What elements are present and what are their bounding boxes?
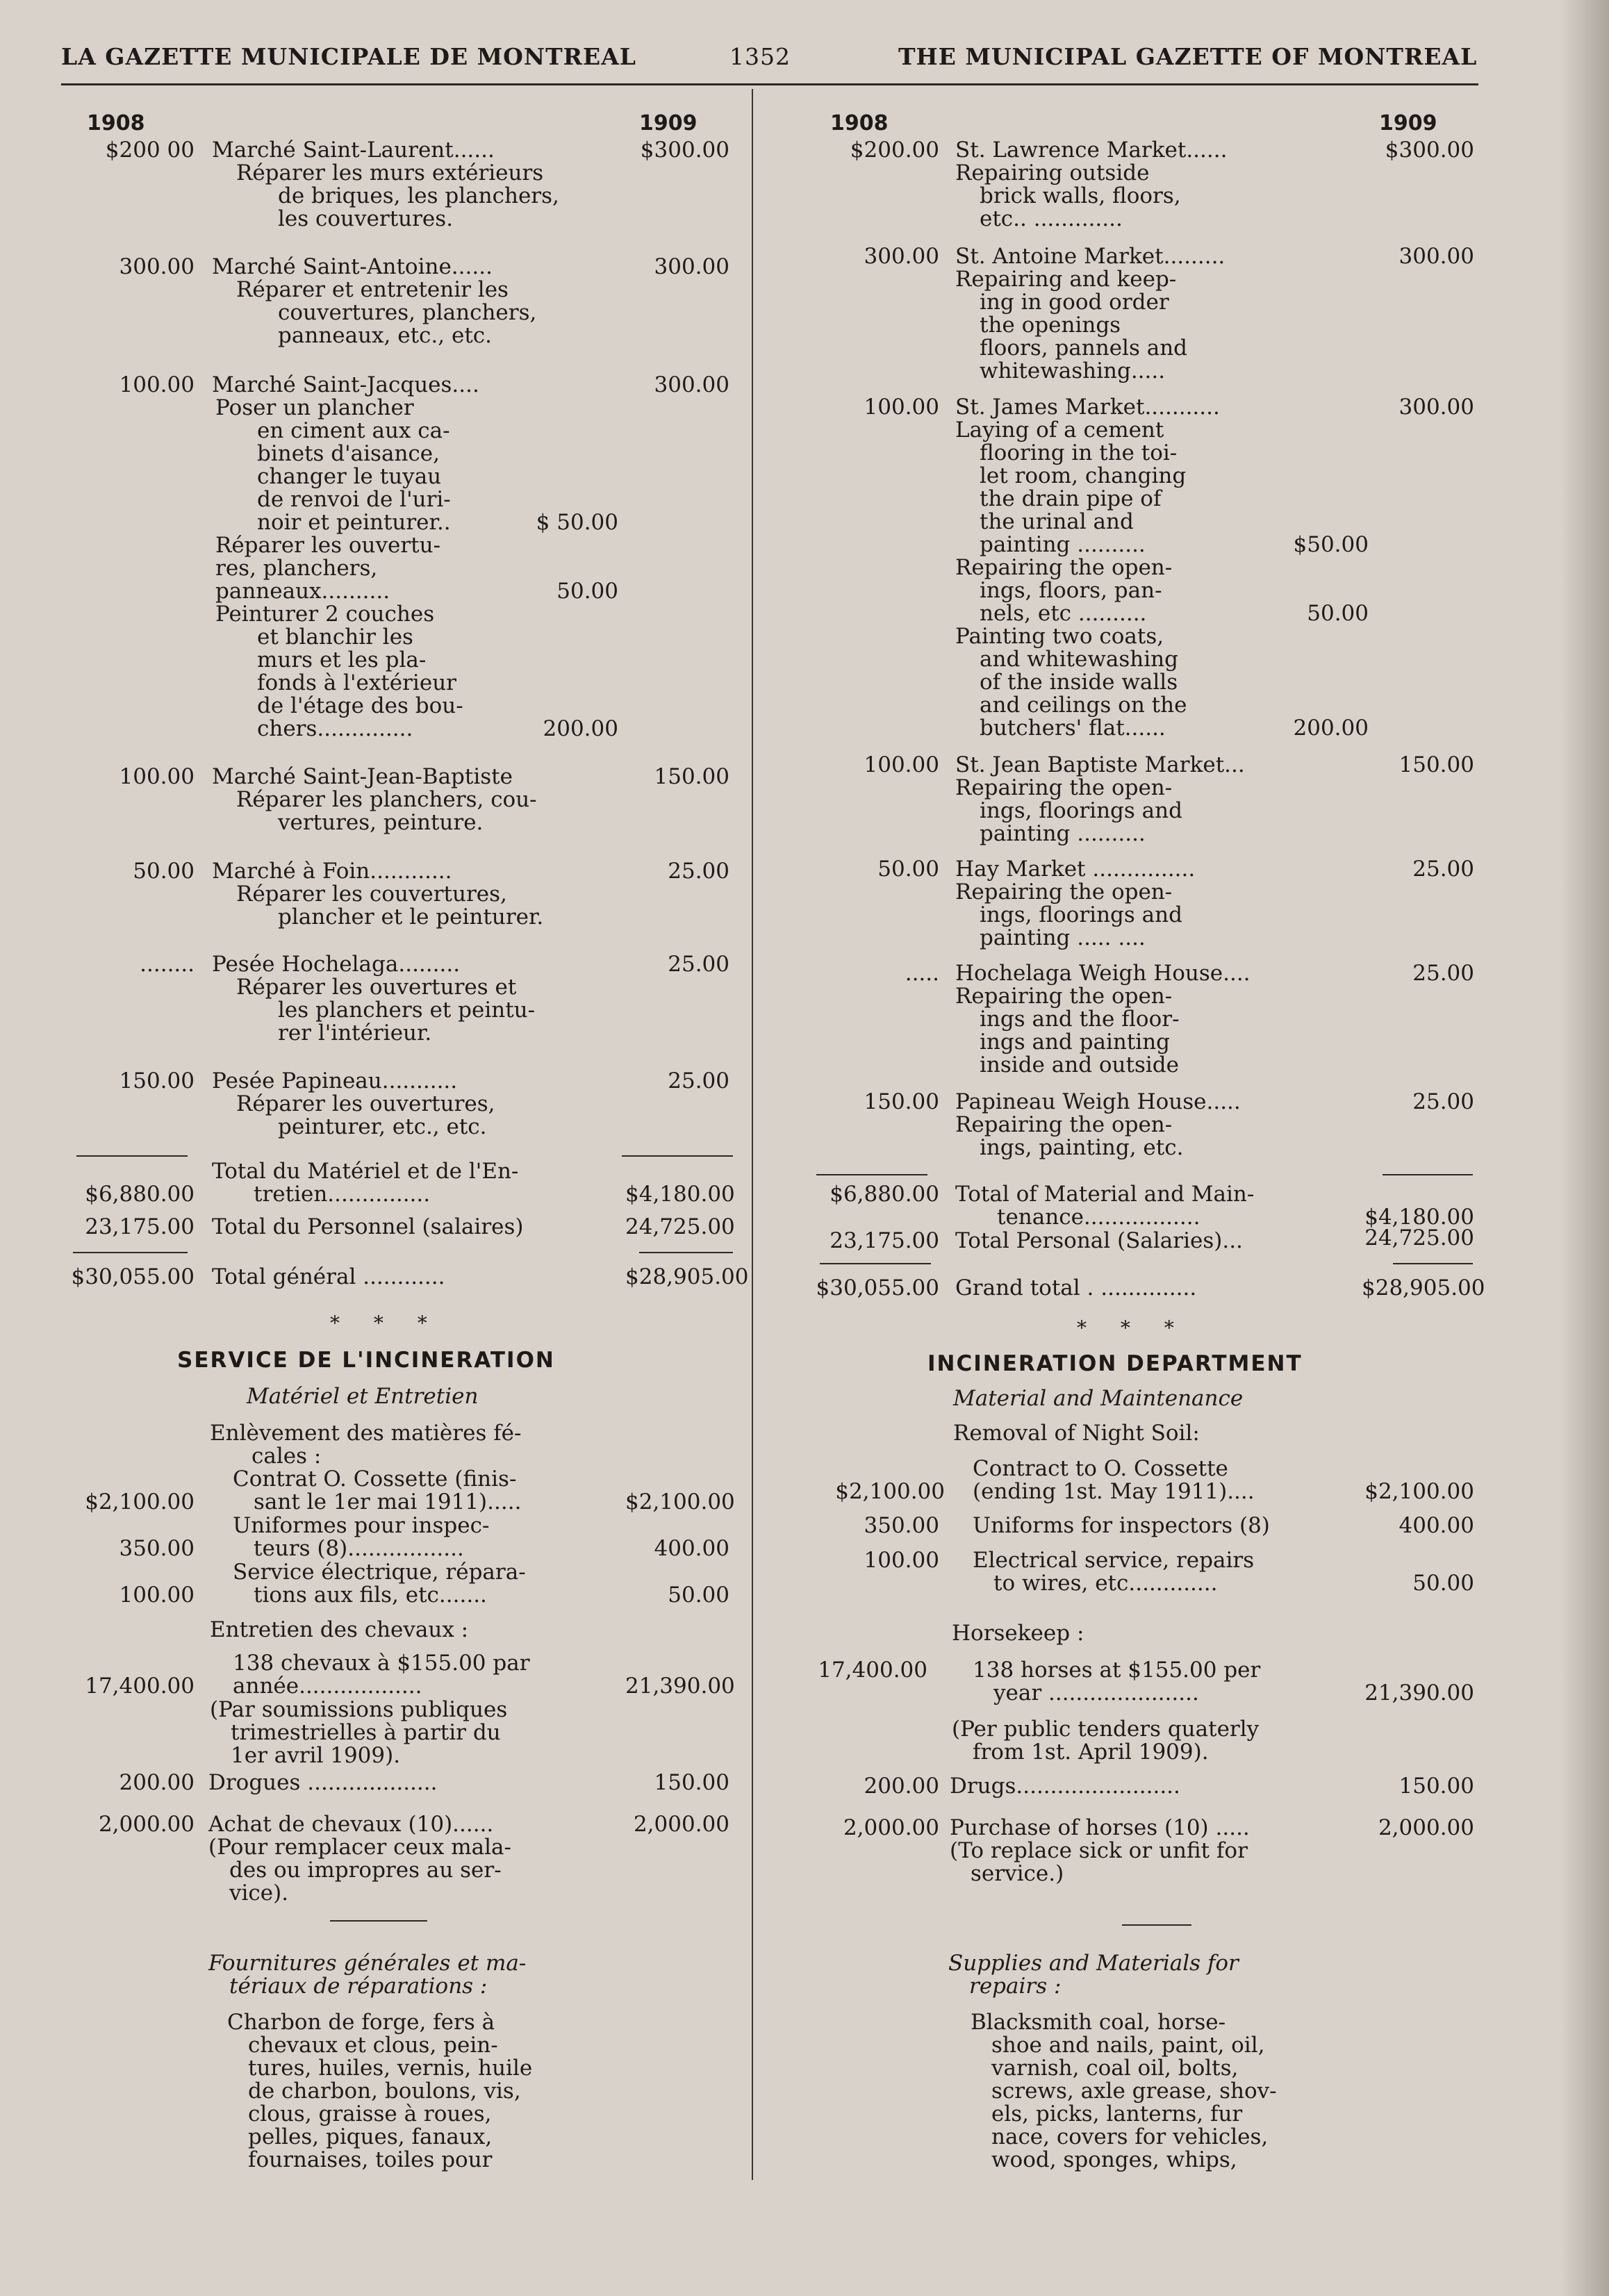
amount-1908: 23,175.00 — [85, 1214, 195, 1239]
entry-title: Hochelaga Weigh House.... — [955, 961, 1251, 986]
entry-description: Repairing outside brick walls, floors, etc.. ............. — [955, 160, 1181, 231]
entry-title: St. James Market........... — [955, 395, 1220, 420]
sub-item-amount: 50.00 — [556, 579, 618, 604]
amount-1909: 25.00 — [668, 859, 729, 884]
amount-1909: 25.00 — [668, 952, 729, 977]
section-separator: * * * — [330, 1312, 441, 1335]
rule — [622, 1155, 733, 1157]
sub-item-amount: 200.00 — [1293, 716, 1369, 741]
french-column: 1908 1909 $200 00 Marché Saint-Laurent...... $300.00 Réparer les murs extérieurs de briques, les planchers, les couvertures. 300.00 Marché Saint-Antoine...... 300.00 Réparer et entretenir les couvertures, planchers, panneaux, etc., etc. 100.00 Marché Saint-Jacques.... 300.00 Poser un plancher en ciment aux ca- binets d'aisance, changer le tuyau de renvoi de l'uri- noir et peinturer.. $ 50.00 Réparer les ouvertu- res, planchers, panneaux.......... 50.00 Peinturer 2 couches et blanchir les murs et les pla- fonds à l'extérieur de l'étage des bou- chers.............. 200.00 100.00 Marché Saint-Jean-Baptiste 150.00 Réparer les planchers, cou- vertures, peinture. 50.00 Marché à Foin............ 25.00 Réparer les couvertures, plancher et le peinturer. ........ Pesée Hochelaga......... 25.00 Réparer les ouvertures et les planchers et peintu- rer l'intérieur. 150.00 Pesée Papineau........... 25.00 Réparer les ouvertures, peinturer, etc., etc. Total du Matériel et de l'En- tretien............... $6,880.00 $4,180.00 23,175.00 Total du Personnel (salaires) 24,725.00 $30,055.00 Total général ............ $28,905.00 * * * SERVICE DE L'INCINERATION Matériel et Entretien Enlèvement des matières fé- cales : Contrat O. Cossette (finis- sant le 1er mai 1911)..... $2,100.00 $2,100.00 Uniformes pour inspec- teurs (8)................. 350.00 400.00 Service électrique, répara- tions aux fils, etc....... 100.00 50.00 Entretien des chevaux : 138 chevaux à $155.00 par année.................. 17,400.00 21,390.00 (Par soumissions publiques trimestrielles à partir du 1er avril 1909). 200.00 Drogues ................... 150.00 2,000.00 Achat de chevaux (10)...... 2,000.00 (Pour remplacer ceux mala- des ou impropres au ser- vice). Fournitures générales et ma- tériaux de réparations : Charbon de forge, fers à chevaux et clous, pein- tures, huiles, vernis, huile de charbon, boulons, vis, clous, graisse à roues, pelles, piques, fanaux, fournaises, toiles pour — [63, 104, 736, 2188]
horsekeep-heading: Horsekeep : — [952, 1621, 1084, 1646]
rule — [1383, 1174, 1473, 1175]
entry-title: Marché Saint-Antoine...... — [212, 254, 493, 279]
amount-1908: 100.00 — [119, 764, 195, 789]
amount-1908: 100.00 — [119, 1583, 195, 1608]
page-number: 1352 — [729, 43, 791, 70]
amount-1909: $4,180.00 — [625, 1182, 735, 1207]
entry-description: Repairing the open- ings and the floor- ings and painting inside and outside — [955, 984, 1180, 1077]
amount-1909: 24,725.00 — [625, 1214, 735, 1239]
entry-title: Pesée Papineau........... — [212, 1068, 458, 1093]
rule — [1393, 1263, 1473, 1264]
amount-1909: 50.00 — [1412, 1571, 1474, 1596]
horsekeep-heading: Entretien des chevaux : — [210, 1617, 469, 1642]
rule — [816, 1174, 927, 1175]
entry-title: St. Lawrence Market...... — [955, 138, 1228, 163]
supplies-heading: Fournitures générales et ma- tériaux de réparations : — [208, 1951, 527, 1999]
amount-1908: ........ — [140, 952, 195, 977]
entry-description: Réparer les ouvertures, peinturer, etc., etc. — [236, 1091, 495, 1139]
amount-1908: 2,000.00 — [843, 1815, 939, 1840]
amount-1908: 17,400.00 — [818, 1658, 927, 1683]
supplies-list: Blacksmith coal, horse- shoe and nails, paint, oil, varnish, coal oil, bolts, screws, axle grease, shov- els, picks, lanterns, fur nace, covers for vehicles, wood, sponges, whips, — [971, 2010, 1277, 2172]
entry-description: Réparer les ouvertures et les planchers et peintu- rer l'intérieur. — [236, 975, 536, 1046]
amount-1909: 25.00 — [1412, 961, 1474, 986]
sub-item-amount: $ 50.00 — [536, 510, 618, 535]
amount-1909: 2,000.00 — [1378, 1815, 1474, 1840]
amount-1908: 200.00 — [119, 1770, 195, 1795]
entry-title: Marché à Foin............ — [212, 859, 452, 884]
sub-item-amount: $50.00 — [1293, 532, 1369, 557]
running-head-english: THE MUNICIPAL GAZETTE OF MONTREAL — [898, 43, 1478, 70]
amount-1909: 21,390.00 — [1364, 1680, 1474, 1706]
amount-1908: 100.00 — [864, 752, 939, 777]
amount-1909: 300.00 — [1398, 395, 1474, 420]
amount-1908: $200 00 — [105, 138, 195, 163]
amount-1908: $6,880.00 — [85, 1182, 195, 1207]
amount-1908: 350.00 — [119, 1536, 195, 1561]
sub-item-amount: 50.00 — [1307, 601, 1369, 626]
amount-1908: $2,100.00 — [835, 1479, 945, 1504]
amount-1909: 150.00 — [654, 1770, 729, 1795]
sub-item: Painting two coats, and whitewashing of the inside walls and ceilings on the butchers' flat...... 200.00 — [955, 624, 1369, 741]
rule — [330, 1920, 427, 1922]
column-divider — [752, 89, 753, 2180]
section-title: INCINERATION DEPARTMENT — [927, 1351, 1303, 1376]
amount-1908: 50.00 — [877, 857, 939, 882]
amount-1908: $2,100.00 — [85, 1489, 195, 1514]
amount-1908: $6,880.00 — [830, 1182, 939, 1207]
amount-1909: 25.00 — [1412, 1089, 1474, 1114]
sub-item: Laying of a cement flooring in the toi- let room, changing the drain pipe of the urinal and painting .......... $50.00 — [955, 418, 1369, 557]
removal-heading: Enlèvement des matières fé- cales : — [210, 1421, 522, 1469]
supplies-heading: Supplies and Materials for repairs : — [948, 1951, 1239, 1999]
amount-1909: $28,905.00 — [1362, 1275, 1485, 1300]
amount-1908: $200.00 — [850, 138, 939, 163]
entry-title: Pesée Hochelaga......... — [212, 952, 461, 977]
amount-1909: 150.00 — [654, 764, 729, 789]
entry-description: Repairing the open- ings, floorings and painting ..... .... — [955, 879, 1182, 950]
horses-note: (Par soumissions publiques trimestrielles à partir du 1er avril 1909). — [210, 1697, 508, 1768]
amount-1908: $30,055.00 — [71, 1264, 195, 1289]
amount-1908: 350.00 — [864, 1513, 939, 1538]
amount-1909: 25.00 — [668, 1068, 729, 1093]
running-head-french: LA GAZETTE MUNICIPALE DE MONTREAL — [61, 43, 637, 70]
amount-1908: 100.00 — [119, 372, 195, 397]
rule — [639, 1252, 733, 1253]
amount-1908: ..... — [905, 961, 939, 986]
rule — [73, 1252, 188, 1253]
amount-1909: 300.00 — [654, 372, 729, 397]
year-1909-heading: 1909 — [1379, 111, 1437, 135]
entry-description: Réparer et entretenir les couvertures, planchers, panneaux, etc., etc. — [236, 277, 537, 348]
header-rule — [61, 83, 1478, 85]
amount-1909: 25.00 — [1412, 857, 1474, 882]
amount-1909: $300.00 — [640, 138, 729, 163]
amount-1908: 2,000.00 — [98, 1812, 195, 1837]
amount-1909: 21,390.00 — [625, 1674, 735, 1699]
amount-1908: 150.00 — [864, 1089, 939, 1114]
amount-1909: 150.00 — [1398, 752, 1474, 777]
entry-title: St. Jean Baptiste Market... — [955, 752, 1245, 777]
amount-1908: 23,175.00 — [830, 1228, 939, 1253]
rule — [1122, 1924, 1191, 1926]
amount-1908: 150.00 — [119, 1068, 195, 1093]
entry-description: Repairing the open- ings, floorings and painting .......... — [955, 775, 1182, 846]
rule — [820, 1263, 931, 1264]
amount-1909: 300.00 — [654, 254, 729, 279]
year-1908-heading: 1908 — [830, 111, 889, 135]
entry-title: Marché Saint-Jean-Baptiste — [212, 764, 513, 789]
amount-1908: $30,055.00 — [816, 1275, 939, 1300]
amount-1909: $300.00 — [1385, 138, 1474, 163]
entry-title: Hay Market ............... — [955, 857, 1196, 882]
amount-1909: $28,905.00 — [625, 1264, 749, 1289]
amount-1909: 2,000.00 — [633, 1812, 729, 1837]
entry-description: Repairing the open- ings, painting, etc. — [955, 1112, 1184, 1160]
amount-1909: $2,100.00 — [625, 1489, 735, 1514]
supplies-list: Charbon de forge, fers à chevaux et clous, pein- tures, huiles, vernis, huile de charbon, boulons, vis, clous, graisse à roues, pelles, piques, fanaux, fournaises, toiles pour — [227, 2010, 533, 2172]
amount-1908: 300.00 — [119, 254, 195, 279]
amount-1909: 50.00 — [668, 1583, 729, 1608]
amount-1908: 50.00 — [133, 859, 195, 884]
rule — [76, 1155, 188, 1157]
amount-1908: 17,400.00 — [85, 1674, 195, 1699]
sub-item-amount: 200.00 — [543, 716, 618, 741]
year-1908-heading: 1908 — [87, 111, 145, 135]
entry-title: Marché Saint-Laurent...... — [212, 138, 495, 163]
page-edge-shadow — [1560, 0, 1609, 2296]
amount-1908: 300.00 — [864, 244, 939, 269]
amount-1909: 400.00 — [654, 1536, 729, 1561]
amount-1909: 400.00 — [1398, 1513, 1474, 1538]
sub-item: Repairing the open- ings, floors, pan- nels, etc .......... 50.00 — [955, 555, 1369, 626]
sub-item: Poser un plancher en ciment aux ca- binets d'aisance, changer le tuyau de renvoi de l'uri- noir et peinturer.. $ 50.00 — [215, 395, 618, 535]
amount-1908: 100.00 — [864, 1548, 939, 1573]
entry-description: Réparer les murs extérieurs de briques, les planchers, les couvertures. — [236, 160, 559, 231]
amount-1909: 24,725.00 — [1364, 1225, 1474, 1250]
sub-item: Réparer les ouvertu- res, planchers, panneaux.......... 50.00 — [215, 533, 618, 604]
amount-1909: 150.00 — [1398, 1774, 1474, 1799]
entry-description: Réparer les couvertures, plancher et le peinturer. — [236, 882, 544, 930]
horses-note: (Per public tenders quaterly from 1st. April 1909). — [952, 1717, 1260, 1765]
section-subtitle: Material and Maintenance — [953, 1386, 1244, 1411]
entry-description: Repairing and keep- ing in good order the openings floors, pannels and whitewashing..... — [955, 267, 1188, 383]
sub-item: Peinturer 2 couches et blanchir les murs et les pla- fonds à l'extérieur de l'étage des bou- chers.............. 200.00 — [215, 602, 618, 741]
entry-title: St. Antoine Market......... — [955, 244, 1226, 269]
section-title: SERVICE DE L'INCINERATION — [177, 1348, 555, 1373]
entry-title: Marché Saint-Jacques.... — [212, 372, 479, 397]
entry-description: Réparer les planchers, cou- vertures, peinture. — [236, 787, 537, 835]
removal-heading: Removal of Night Soil: — [953, 1421, 1200, 1446]
amount-1908: 200.00 — [864, 1774, 939, 1799]
section-separator: * * * — [1077, 1316, 1188, 1339]
year-1909-heading: 1909 — [639, 111, 698, 135]
amount-1909: $2,100.00 — [1364, 1479, 1474, 1504]
english-column: 1908 1909 $200.00 St. Lawrence Market...... $300.00 Repairing outside brick walls, floors, etc.. ............. 300.00 St. Antoine Market......... 300.00 Repairing and keep- ing in good order the openings floors, pannels and whitewashing..... 100.00 St. James Market........... 300.00 Laying of a cement flooring in the toi- let room, changing the drain pipe of the urinal and painting .......... $50.00 Repairing the open- ings, floors, pan- nels, etc .......... 50.00 Painting two coats, and whitewashing of the inside walls and ceilings on the butchers' flat...... 200.00 100.00 St. Jean Baptiste Market... 150.00 Repairing the open- ings, floorings and painting .......... 50.00 Hay Market ............... 25.00 Repairing the open- ings, floorings and painting ..... .... ..... Hochelaga Weigh House.... 25.00 Repairing the open- ings and the floor- ings and painting inside and outside 150.00 Papineau Weigh House..... 25.00 Repairing the open- ings, painting, etc. $6,880.00 Total of Material and Main- tenance................. $4,180.00 23,175.00 Total Personal (Salaries)... 24,725.00 $30,055.00 Grand total . .............. $28,905.00 * * * INCINERATION DEPARTMENT Material and Maintenance Removal of Night Soil: Contract to O. Cossette (ending 1st. May 1911).... $2,100.00 $2,100.00 350.00 Uniforms for inspectors (8) 400.00 100.00 Electrical service, repairs to wires, etc............. 50.00 Horsekeep : 17,400.00 138 horses at $155.00 per year ...................... 21,390.00 (Per public tenders quaterly from 1st. April 1909). 200.00 Drugs........................ 150.00 2,000.00 Purchase of horses (10) ..... 2,000.00 (To replace sick or unfit for service.) Supplies and Materials for repairs : Blacksmith coal, horse- shoe and nails, paint, oil, varnish, coal oil, bolts, screws, axle grease, shov- els, picks, lanterns, fur nace, covers for vehicles, wood, sponges, whips, — [806, 104, 1473, 2188]
amount-1909: 300.00 — [1398, 244, 1474, 269]
amount-1909: $4,180.00 — [1364, 1205, 1474, 1230]
entry-title: Papineau Weigh House..... — [955, 1089, 1241, 1114]
amount-1908: 100.00 — [864, 395, 939, 420]
section-subtitle: Matériel et Entretien — [247, 1384, 479, 1409]
